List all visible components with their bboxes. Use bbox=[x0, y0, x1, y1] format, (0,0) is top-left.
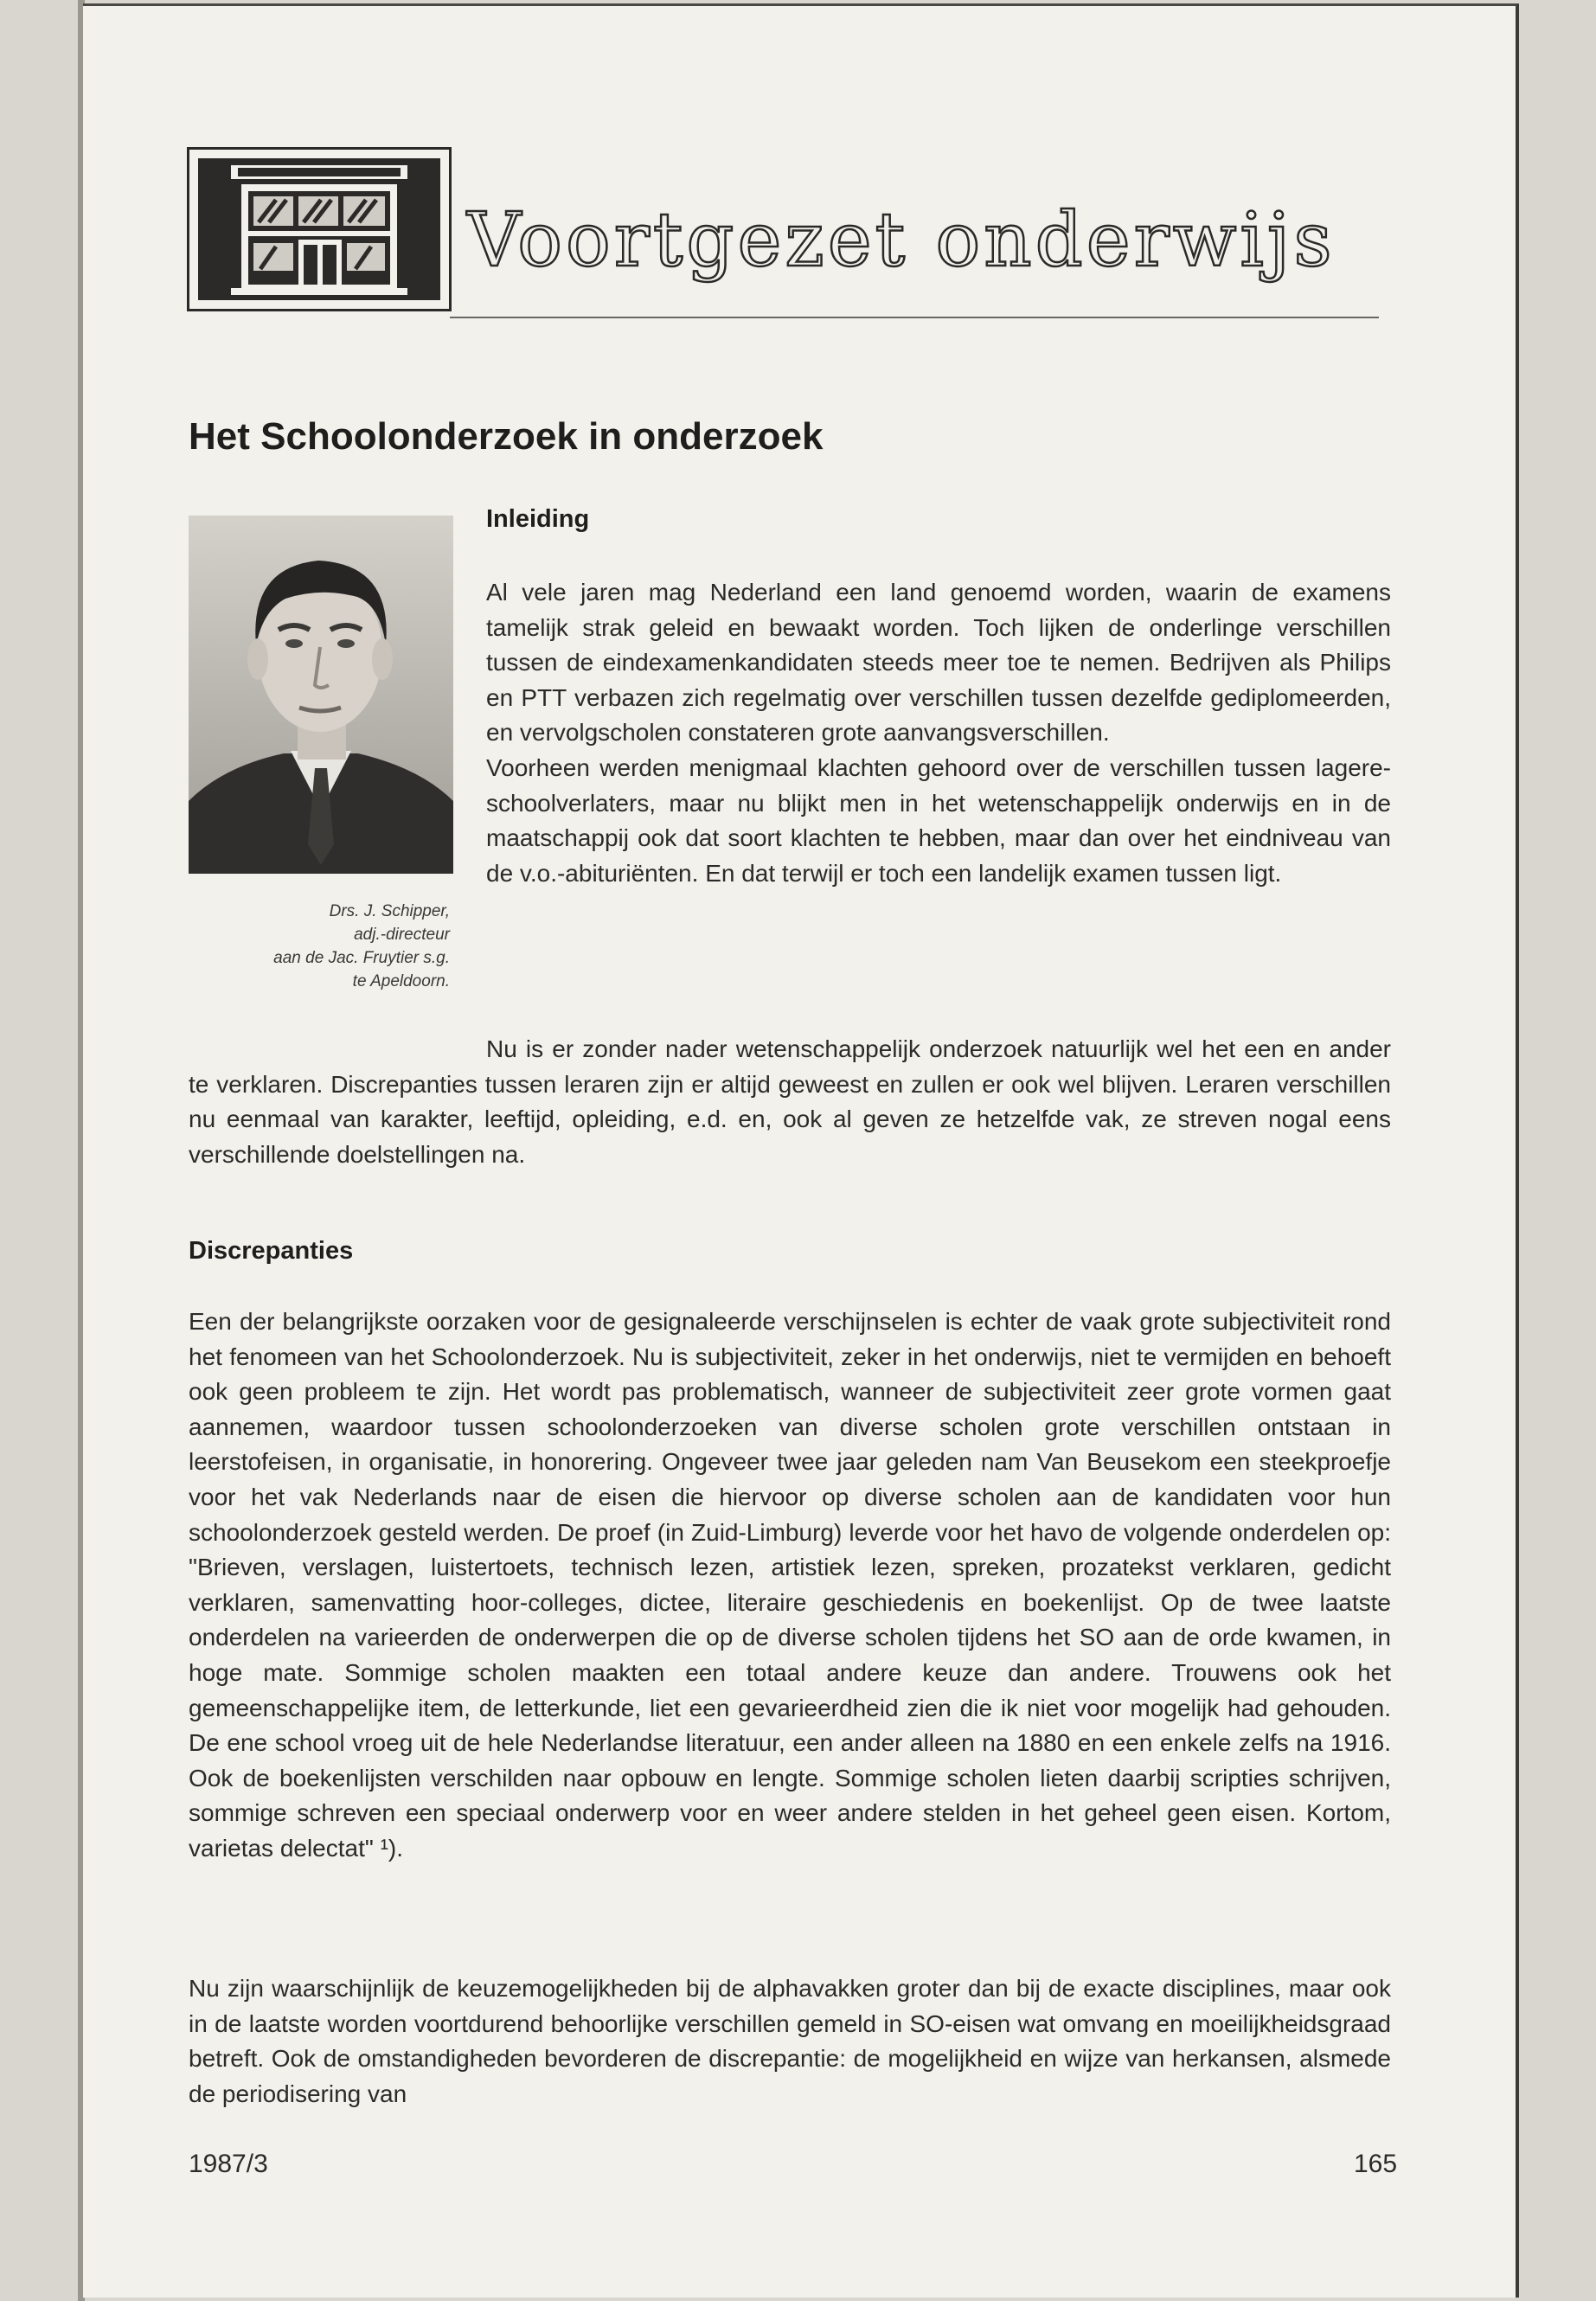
section-title: Voortgezet onderwijs bbox=[467, 197, 1336, 284]
section-heading-inleiding: Inleiding bbox=[486, 505, 590, 533]
paragraph: Al vele jaren mag Nederland een land genoemd worden, waarin de examens tamelijk strak geleid en bewaakt worden. Toch lijken de onderlinge verschillen tussen de eindexamenkandidaten steeds meer toe te nemen. Bedrijven als Philips en PTT verbazen zich regelmatig over verschillen tussen dezelfde gediplomeerden, en vervolgscholen constateren grote aanvangsverschillen. bbox=[486, 579, 1391, 747]
caption-line: aan de Jac. Fruytier s.g. bbox=[273, 949, 450, 967]
paragraph: Nu zijn waarschijnlijk de keuzemogelijkheden bij de alphavakken groter dan bij de exacte disciplines, maar ook in de laatste worden voortdurend behoorlijke verschillen gemeld in SO-eisen wat omvang en moeilijkheidsgraad betreft. Ook de omstandigheden bevorderen de discrepantie: de mogelijkheid en wijze van herkansen, alsmede de periodisering van bbox=[189, 1975, 1391, 2107]
paragraph: Een der belangrijkste oorzaken voor de gesignaleerde verschijnselen is echter de vaak grote subjectiviteit rond het fenomeen van het Schoolonderzoek. Nu is subjectiviteit, zeker in het onderwijs, niet te vermijden en behoeft ook geen probleem te zijn. Het wordt pas problematisch, wanneer de subjectiviteit zeer grote vormen gaat aannemen, waardoor tussen schoolonderzoeken van diverse scholen grote verschillen ontstaan in leerstofeisen, in organisatie, in honorering. Ongeveer twee jaar geleden nam Van Beusekom een steekproefje voor het vak Nederlands naar de eisen die hiervoor op diverse scholen aan de kandidaten voor hun schoolonderzoek gesteld werden. De proef (in Zuid-Limburg) leverde voor het havo de volgende onderdelen op: "Brieven, verslagen, luistertoets, technisch lezen, artistiek lezen, spreken, prozatekst verklaren, gedicht verklaren, samenvatting hoor-colleges, dictee, literaire geschiedenis en boekenlijst. Op de twee laatste onderdelen na varieerden de onderwerpen die op de diverse scholen tijdens het SO aan de orde kwamen, in hoge mate. Sommige scholen maakten een totaal andere keuze dan andere. Trouwens ook het gemeenschappelijke item, de letterkunde, liet een gevarieerdheid zien die ik niet voor mogelijk had gehouden. De ene school vroeg uit de hele Nederlandse literatuur, een ander alleen na 1880 en een enkele zelfs na 1916. Ook de boekenlijsten verschilden naar opbouw en lengte. Sommige scholen lieten daarbij scripties schrijven, sommige schreven een speciaal onderwerp voor en weer andere stelden in het geheel geen eisen. Kortom, varietas delectat" ¹). bbox=[189, 1308, 1391, 1862]
caption-line: te Apeldoorn. bbox=[352, 972, 450, 990]
paragraph-wrapping bbox=[189, 1032, 1391, 1172]
header-divider bbox=[450, 317, 1379, 318]
article-title: Het Schoolonderzoek in onderzoek bbox=[189, 415, 824, 458]
school-building-graphic bbox=[189, 150, 449, 309]
photo-caption bbox=[182, 900, 450, 993]
intro-column bbox=[486, 575, 1391, 891]
paragraph: Nu is er zonder nader wetenschappelijk onderzoek natuurlijk wel het een en ander te verklaren. Discrepanties tussen leraren zijn er altijd geweest en zullen er ook wel blijven. Leraren verschillen nu eenmaal van karakter, leeftijd, opleiding, e.d. en, ook al geven ze hetzelfde vak, ze streven nogal eens verschillende doelstellingen na. bbox=[189, 1035, 1391, 1168]
section-heading-discrepanties: Discrepanties bbox=[189, 1237, 354, 1265]
caption-line: Drs. J. Schipper, bbox=[329, 902, 450, 920]
issue-number: 1987/3 bbox=[189, 2150, 268, 2178]
author-portrait bbox=[189, 516, 453, 874]
school-building-icon bbox=[187, 147, 452, 311]
page-number: 165 bbox=[1354, 2150, 1398, 2178]
paragraph: Voorheen werden menigmaal klachten gehoord over de verschillen tussen lagere-schoolverlaters, maar nu blijkt men in het wetenschappelijk onderwijs en in de maatschappij ook dat soort klachten te hebben, maar dan over het eindniveau van de v.o.-abituriënten. En dat terwijl er toch een landelijk examen tussen ligt. bbox=[486, 753, 1391, 887]
portrait-graphic bbox=[189, 516, 453, 874]
caption-line: adj.-directeur bbox=[354, 926, 450, 944]
